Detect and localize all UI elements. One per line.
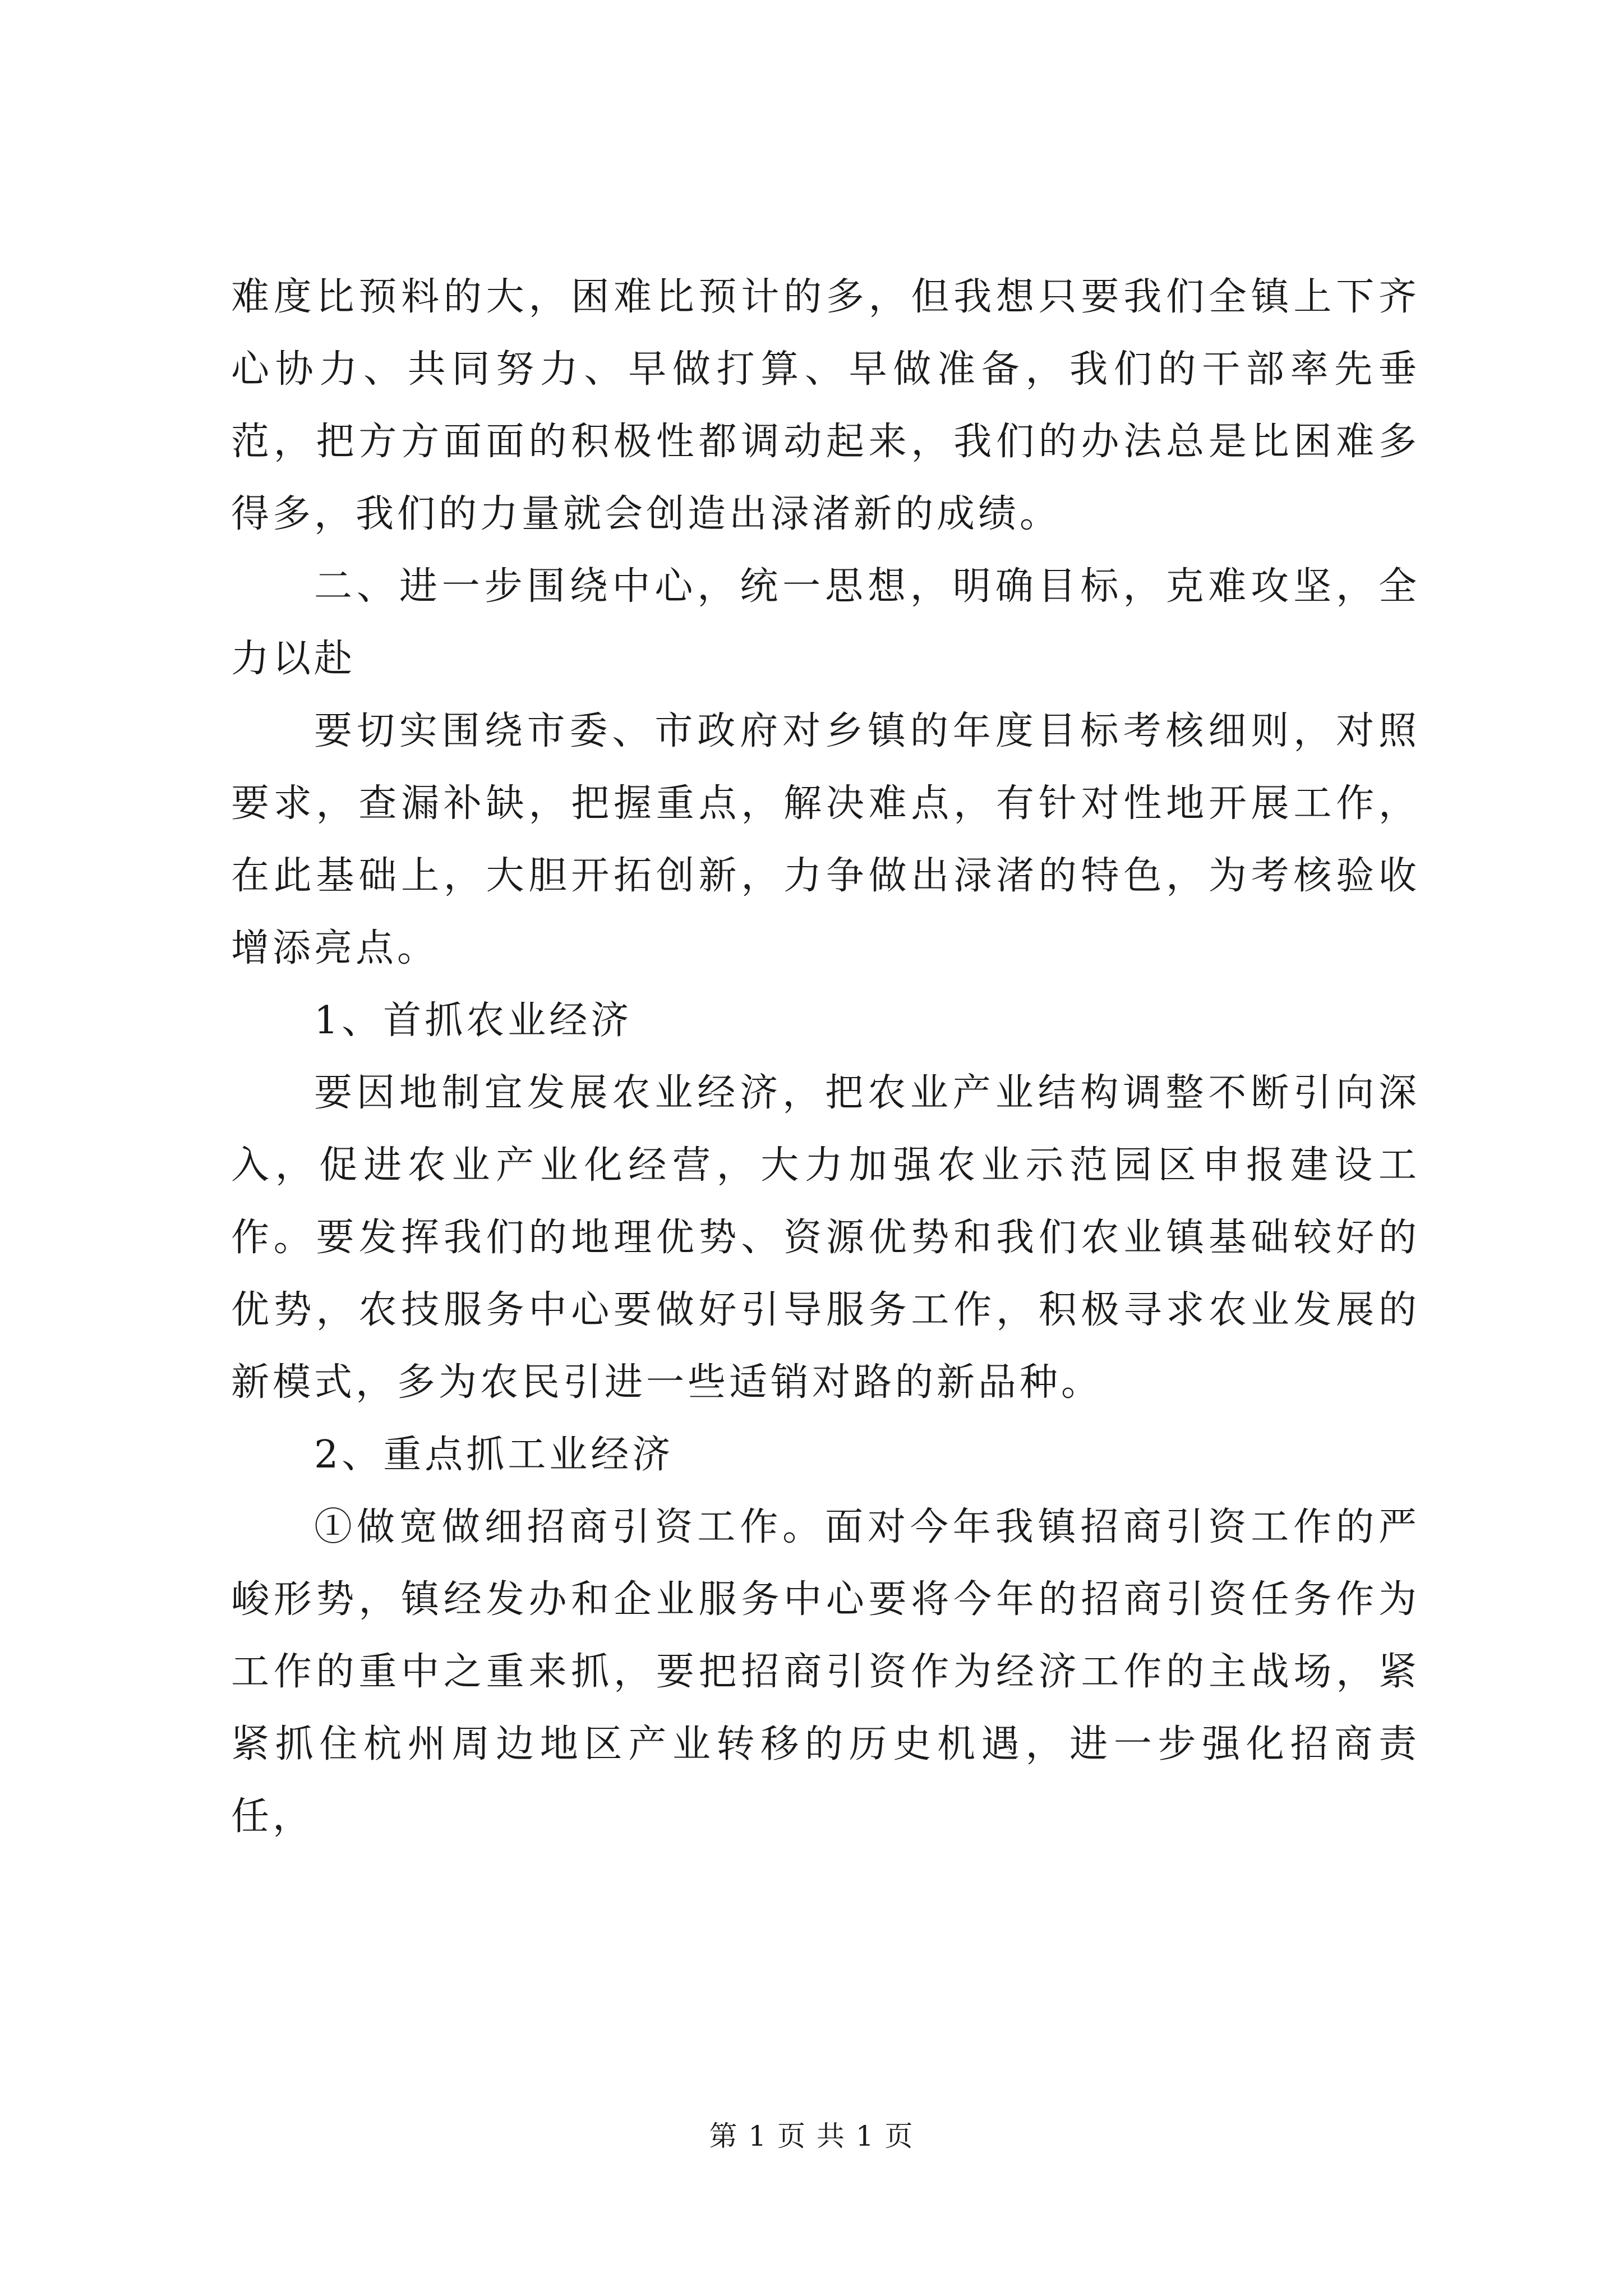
document-body [231, 261, 1420, 1853]
section-heading-two: 二、进一步围绕中心，统一思想，明确目标，克难攻坚，全力以赴 [231, 564, 1420, 681]
subheading-industry: 2、重点抓工业经济 [314, 1433, 674, 1477]
paragraph-investment: ①做宽做细招商引资工作。面对今年我镇招商引资工作的严峻形势，镇经发办和企业服务中心要将今年的招商引资任务作为工作的重中之重来抓，要把招商引资作为经济工作的主战场，紧紧抓住杭州周边地区产业转移的历史机遇，进一步强化招商责任， [231, 1505, 1420, 1839]
page-footer: 第 1 页 共 1 页 [709, 2120, 914, 2152]
subheading-agriculture: 1、首抓农业经济 [314, 999, 633, 1043]
paragraph-assessment: 要切实围绕市委、市政府对乡镇的年度目标考核细则，对照要求，查漏补缺，把握重点，解决难点，有针对性地开展工作，在此基础上，大胆开拓创新，力争做出渌渚的特色，为考核验收增添亮点。 [231, 709, 1420, 970]
paragraph-difficulty: 难度比预料的大，困难比预计的多，但我想只要我们全镇上下齐心协力、共同努力、早做打算、早做准备，我们的干部率先垂范，把方方面面的积极性都调动起来，我们的办法总是比困难多得多，我们的力量就会创造出渌渚新的成绩。 [231, 275, 1420, 536]
paragraph-agriculture: 要因地制宜发展农业经济，把农业产业结构调整不断引向深入，促进农业产业化经营，大力加强农业示范园区申报建设工作。要发挥我们的地理优势、资源优势和我们农业镇基础较好的优势，农技服务中心要做好引导服务工作，积极寻求农业发展的新模式，多为农民引进一些适销对路的新品种。 [231, 1071, 1420, 1405]
